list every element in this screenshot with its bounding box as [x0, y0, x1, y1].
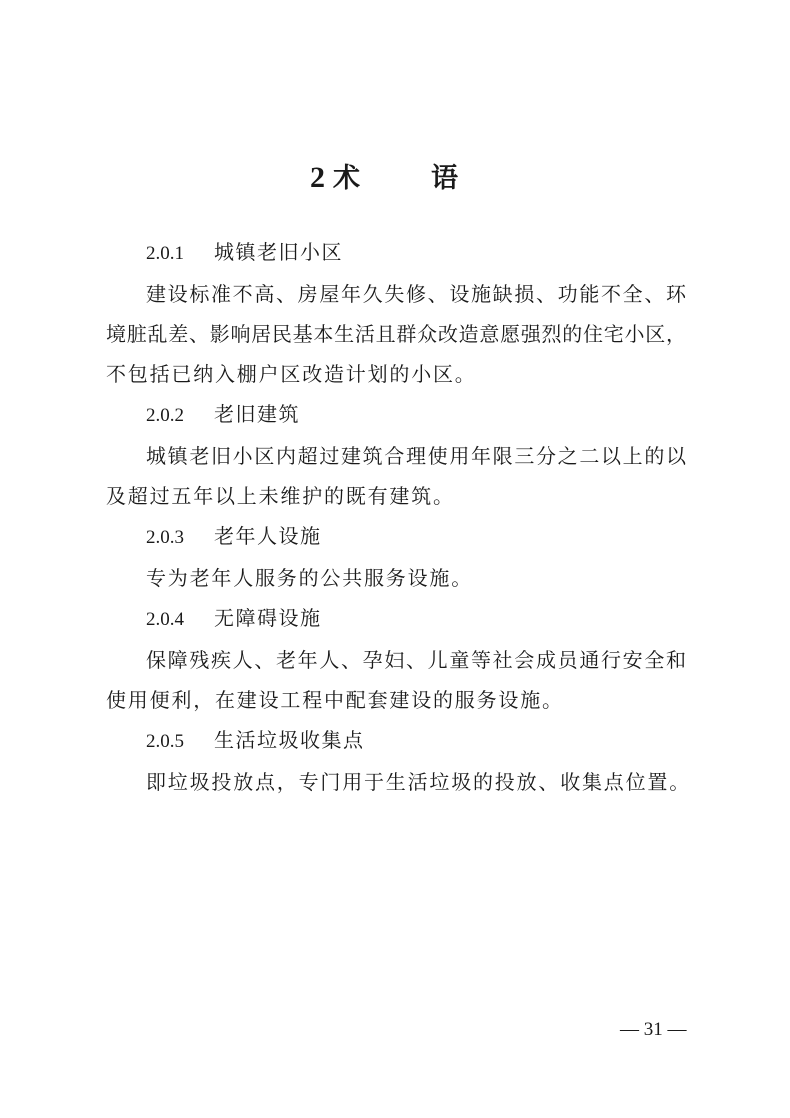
term-heading [106, 720, 686, 762]
term-code: 2.0.2 [146, 405, 184, 426]
chapter-title [0, 158, 790, 199]
term-definition-line: 保障残疾人、老年人、孕妇、儿童等社会成员通行安全和 [146, 648, 686, 672]
term-definition-line: 城镇老旧小区内超过建筑合理使用年限三分之二以上的以 [146, 444, 686, 468]
term-name: 生活垃圾收集点 [214, 728, 365, 752]
term-definition-line: 及超过五年以上未维护的既有建筑。 [106, 484, 455, 508]
term-name: 城镇老旧小区 [214, 240, 343, 264]
term-heading [106, 598, 686, 640]
term-heading [106, 516, 686, 558]
term-name: 无障碍设施 [214, 606, 322, 630]
term-heading [106, 394, 686, 436]
term-definition-line: 不包括已纳入棚户区改造计划的小区。 [106, 362, 477, 386]
term-definition-line: 境脏乱差、影响居民基本生活且群众改造意愿强烈的住宅小区， [106, 322, 686, 346]
terms-section [106, 232, 691, 802]
term-code: 2.0.1 [146, 243, 184, 264]
chapter-number: 2 [310, 161, 327, 194]
term-name: 老年人设施 [214, 524, 322, 548]
chapter-title-text: 术 语 [333, 163, 480, 194]
term-code: 2.0.5 [146, 731, 184, 752]
page-number: — 31 — [620, 1019, 687, 1040]
term-code: 2.0.3 [146, 527, 184, 548]
term-definition-line: 建设标准不高、房屋年久失修、设施缺损、功能不全、环 [146, 282, 686, 306]
term-definition-line: 专为老年人服务的公共服务设施。 [146, 566, 473, 590]
term-code: 2.0.4 [146, 609, 184, 630]
term-definition-line: 使用便利，在建设工程中配套建设的服务设施。 [106, 688, 564, 712]
term-definition-line: 即垃圾投放点，专门用于生活垃圾的投放、收集点位置。 [146, 770, 691, 794]
term-heading [106, 232, 686, 274]
term-name: 老旧建筑 [214, 402, 300, 426]
